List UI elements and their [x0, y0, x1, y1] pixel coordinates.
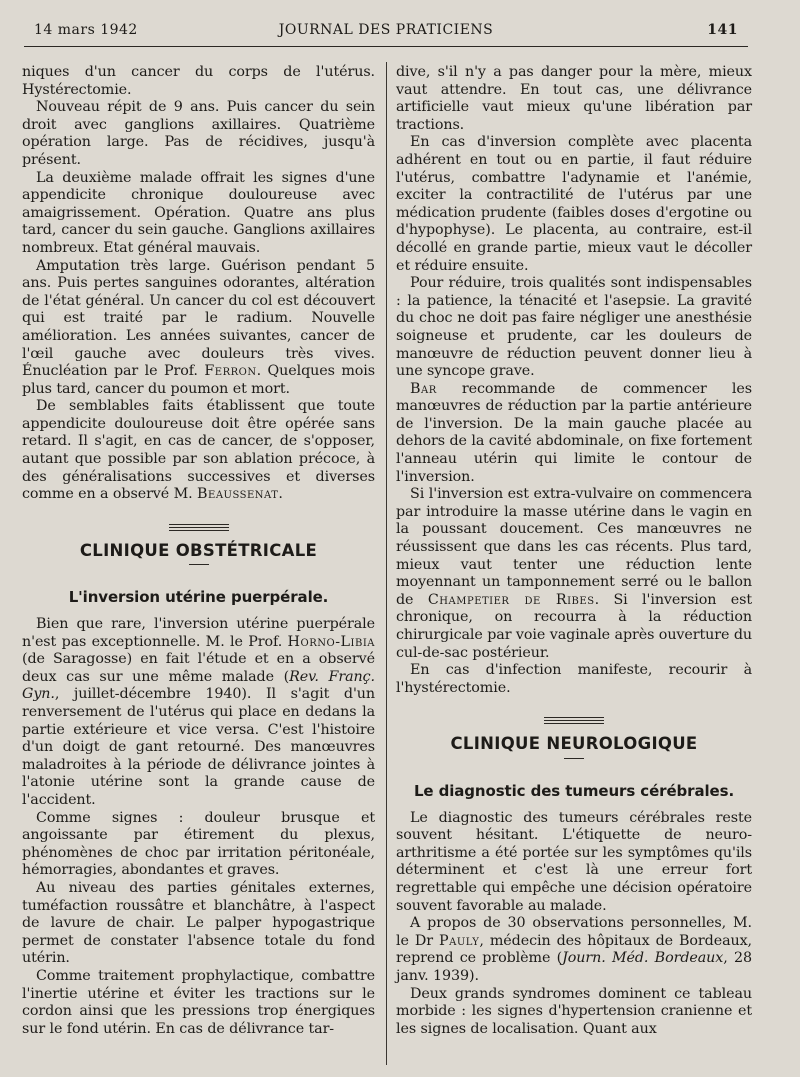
paragraph: Comme signes : douleur brusque et angoissante par étirement du plexus, phénomènes de choc par irritation péritonéale, hémorragies, abondantes et graves.	[22, 809, 375, 879]
page-header	[34, 22, 738, 42]
paragraph-text: (de Saragosse) en fait l'étude et en a observé deux cas sur une même malade (	[22, 651, 375, 685]
paragraph	[22, 258, 375, 399]
author-name: Ferron	[204, 363, 257, 380]
author-name: Beaussenat	[197, 486, 279, 503]
paragraph-text: . Si l'inversion est chronique, on recourra à la réduction chirurgicale par voie vaginale après ouverture du cul-de-sac postérieur.	[396, 591, 752, 661]
paragraph: Deux grands syndromes dominent ce tableau morbide : les signes d'hypertension cranienne et les signes de localisation. Quant aux	[396, 985, 752, 1037]
paragraph-text: A propos de 30 observations personnelles, M. le Dr	[396, 915, 752, 949]
paragraph: dive, s'il n'y a pas danger pour la mère, mieux vaut attendre. En tout cas, une délivrance artificielle vaut mieux qu'une libération par tractions.	[396, 64, 752, 133]
paragraph-text: . Quelques mois plus tard, cancer du poumon et mort.	[22, 363, 376, 397]
header-journal-title: JOURNAL DES PRATICIENS	[278, 22, 494, 38]
paragraph	[396, 915, 752, 985]
paragraph: Comme traitement prophylactique, combattre l'inertie utérine et éviter les tractions sur le cordon ainsi que les pressions trop énergiques sur le fond utérin. En cas de délivrance tar-	[22, 967, 375, 1037]
paragraph-text: .	[278, 486, 283, 503]
journal-reference: Rev. Franç. Gyn.	[22, 668, 375, 703]
paragraph: La deuxième malade offrait les signes d'une appendicite chronique douloureuse avec amaigrissement. Opération. Quatre ans plus tard, cancer du sein gauche. Ganglions axillaires nombreux. Etat général mauvais.	[22, 169, 375, 256]
paragraph-text: , médecin des hôpitaux de Bordeaux, reprend ce problème (	[396, 932, 753, 967]
paragraph-text: Amputation très large. Guérison pendant 5 ans. Puis pertes sanguines odorantes, altération de l'état général. Un cancer du col est découvert qui est traité par le radium. Nouvelle amélioration. Les années suivantes, cancer de l'œil gauche avec douleurs très vives. Énucléation par le Prof.	[22, 257, 375, 380]
article-subtitle: Le diagnostic des tumeurs cérébrales.	[413, 781, 735, 800]
paragraph: En cas d'inversion complète avec placenta adhérent en tout ou en partie, il faut réduire l'utérus, combattre l'adynamie et l'anémie, exciter la contractilité de l'utérus par une médication prudente (faibles doses d'ergotine ou d'hypophyse). Le placenta, au contraire, est-il décollé en grande partie, mieux vaut le décoller et réduire ensuite.	[396, 134, 752, 274]
paragraph	[396, 486, 752, 662]
paragraph: Pour réduire, trois qualités sont indispensables : la patience, la ténacité et l'asepsie. La gravité du choc ne doit pas faire négliger une anesthésie soigneuse et prudente, car les douleurs de manœuvre de réduction peuvent donner lieu à une syncope grave.	[396, 275, 752, 380]
paragraph	[396, 381, 752, 487]
paragraph-text: , 28 janv. 1939).	[396, 950, 752, 984]
author-name: Champetier de Ribes	[427, 591, 595, 608]
paragraph: Au niveau des parties génitales externes, tuméfaction roussâtre et blanchâtre, à l'aspect de lavure de chair. Le palper hypogastrique permet de constater l'absence totale du fond utérin.	[22, 879, 375, 967]
paragraph-text: , juillet-décembre 1940). Il s'agit d'un renversement de l'utérus qui place en dedans la partie extérieure et vice versa. C'est l'histoire d'un doigt de gant retourné. Des manœuvres maladroites à la période de délivrance jointes à l'atonie utérine sont la grande cause de l'accident.	[22, 686, 375, 808]
paragraph-text: recommande de commencer les manœuvres de réduction par la partie antérieure de l'inversion. De la main gauche placée au dehors de la cavité abdominale, on fixe fortement l'anneau utérin qui limite le contour de l'inversion.	[396, 380, 753, 485]
right-column	[396, 64, 752, 1038]
article-subtitle: L'inversion utérine puerpérale.	[68, 588, 329, 607]
section-ornament	[189, 563, 209, 567]
paragraph: En cas d'infection manifeste, recourir à l'hystérectomie.	[396, 662, 752, 696]
section-ornament	[544, 715, 604, 725]
paragraph: Le diagnostic des tumeurs cérébrales reste souvent hésitant. L'étiquette de neuro-arthritisme a été portée sur les symptômes qu'ils déterminent et c'est là une erreur fort regrettable qui empêche une décision opératoire souvent favorable au malade.	[396, 809, 752, 914]
paragraph-text: Si l'inversion est extra-vulvaire on commencera par introduire la masse utérine dans le vagin en la poussant doucement. Ces manœuvres ne réussissent que dans les cas récents. Plus tard, mieux vaut tenter une réduction lente moyennant un tamponnement serré ou le ballon de	[396, 486, 752, 608]
journal-reference: Journ. Méd. Bordeaux	[562, 950, 724, 967]
section-ornament	[169, 522, 229, 532]
paragraph-text: De semblables faits établissent que toute appendicite douloureuse doit être opérée sans retard. Il s'agit, en cas de cancer, de s'opposer, autant que possible par son ablation précoce, à des généralisations successives et diverses comme en a observé M.	[22, 398, 375, 503]
author-name: Horno-Libia	[287, 633, 375, 650]
column-divider	[386, 62, 387, 1065]
section-title: CLINIQUE NEUROLOGIQUE	[450, 734, 698, 754]
author-name: Bar	[410, 380, 437, 397]
paragraph	[22, 616, 375, 810]
section-title: CLINIQUE OBSTÉTRICALE	[79, 540, 318, 560]
paragraph-text: Bien que rare, l'inversion utérine puerpérale n'est pas exceptionnelle. M. le Prof.	[22, 616, 375, 650]
author-name: Pauly	[439, 932, 480, 949]
left-column	[22, 64, 375, 1038]
header-date: 14 mars 1942	[34, 22, 138, 38]
header-rule	[24, 46, 748, 47]
header-page-number: 141	[707, 22, 738, 38]
paragraph	[22, 398, 375, 504]
paragraph: Nouveau répit de 9 ans. Puis cancer du sein droit avec ganglions axillaires. Quatrième opération large. Pas de récidives, jusqu'à présent.	[22, 99, 375, 168]
paragraph: niques d'un cancer du corps de l'utérus. Hystérectomie.	[22, 64, 375, 98]
section-ornament	[564, 757, 584, 761]
